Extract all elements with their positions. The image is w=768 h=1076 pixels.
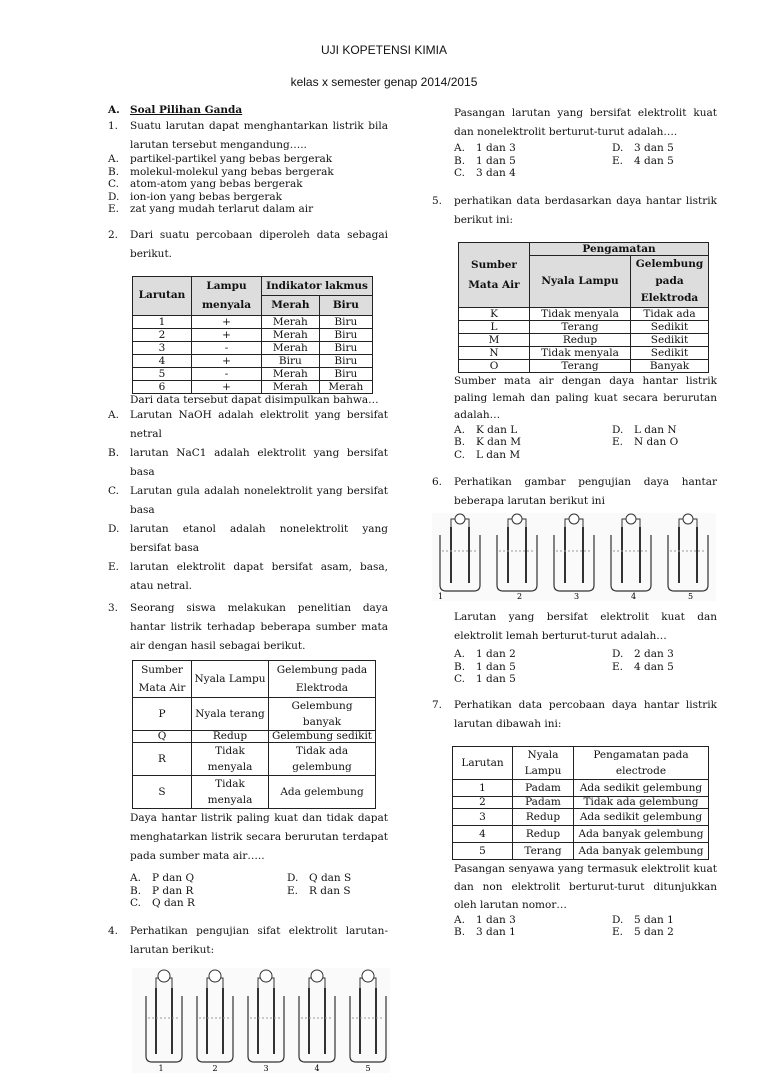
question-number: 7. [432,698,443,711]
table-row: Q Redup Gelembung sedikit [133,731,376,743]
option[interactable]: B. K dan M [454,436,522,448]
section-letter: A. [108,104,120,116]
table-row: O Terang Banyak [459,359,709,372]
option[interactable]: A. 1 dan 3 [454,913,516,926]
table-row: 4 + Biru Biru [133,354,373,367]
option[interactable]: A. 1 dan 2 [454,648,516,660]
option[interactable]: B. 3 dan 1 [454,926,516,938]
q3-data-table [132,660,376,809]
option[interactable]: A. 1 dan 3 [454,142,516,154]
question-text: Perhatikan data percobaan daya hantar listrik larutan dibawah ini: [454,698,717,730]
q4-continued-text: Pasangan larutan yang bersifat elektrolit kuat dan nonelektrolit berturut-turut adalah…. [454,107,717,138]
option[interactable]: C. 3 dan 4 [454,167,516,179]
option[interactable]: C. L dan M [454,448,521,461]
option[interactable]: B. molekul-molekul yang bebas bergerak [108,165,334,178]
table-row: 1 Padam Ada sedikit gelembung [453,779,709,796]
header-cell: Sumber Mata Air [133,661,192,698]
q4-apparatus-image [132,968,390,1073]
q6-apparatus-image [432,513,716,601]
question-number: 2. [108,228,119,241]
option[interactable]: C. Q dan R [130,897,195,909]
apparatus-label: 5 [365,1063,371,1073]
q6-after-text: Larutan yang bersifat elektrolit kuat dan elektrolit lemah berturut-turut adalah… [454,611,717,642]
table-row: K Tidak menyala Tidak ada [459,307,709,320]
header-cell: Sumber Mata Air [459,242,530,307]
page-title: UJI KOPETENSI KIMIA [320,43,448,57]
option[interactable]: D. ion-ion yang bebas bergerak [108,190,282,203]
section-heading [108,104,388,117]
apparatus-label: 1 [158,1063,164,1073]
question-number: 3. [108,602,119,614]
table-row: 5 - Merah Biru [133,367,373,380]
question-2 [108,226,388,264]
header-cell: Nyala Lampu [513,746,574,779]
question-text: Seorang siswa melakukan penelitian daya hantar listrik terhadap beberapa sumber mata air dengan hasil sebagai berikut. [130,602,388,652]
header-cell: Nyala Lampu [530,255,631,307]
table-row: R Tidak menyala Tidak ada gelembung [133,743,376,776]
q7-after-text: Pasangan senyawa yang termasuk elektrolit kuat dan non elektrolit berturut-turut ditunjukkan oleh larutan nomor… [454,862,717,911]
q2-after-text: Dari data tersebut dapat disimpulkan bahwa… [130,393,379,406]
q1-options [108,153,388,216]
question-text: Dari suatu percobaan diperoleh data sebagai berikut. [130,228,388,260]
q7-options [432,914,717,939]
table-row: 1 + Merah Biru [133,315,373,328]
question-6 [432,473,717,511]
table-row: S Tidak menyala Ada gelembung [133,776,376,809]
header-cell: Lampu menyala [192,276,262,315]
option[interactable]: B. larutan NaC1 adalah elektrolit yang bersifat basa [108,447,388,478]
question-text: Suatu larutan dapat menghantarkan listrik bila larutan tersebut mengandung….. [130,120,388,151]
question-number: 6. [432,476,443,488]
option[interactable]: A. P dan Q [130,872,195,884]
header-cell: Merah [262,296,320,316]
option[interactable]: E. 4 dan 5 [612,660,674,673]
option[interactable]: E. zat yang mudah terlarut dalam air [108,203,314,215]
option[interactable]: D. 2 dan 3 [612,648,674,660]
header-cell: Larutan [133,276,192,315]
table-row: P Nyala terang Gelembung banyak [133,698,376,731]
page-subtitle: kelas x semester genap 2014/2015 [290,75,478,89]
option[interactable]: A. partikel-partikel yang bebas bergerak [108,153,333,165]
option[interactable]: B. P dan R [130,884,194,897]
header-cell: Biru [319,296,372,316]
question-4 [108,922,388,960]
q2-options [108,406,388,596]
q2-data-table [132,276,373,394]
question-text: Perhatikan gambar pengujian daya hantar beberapa larutan berikut ini [454,476,717,507]
option[interactable]: B. 1 dan 5 [454,660,516,673]
option[interactable]: E. R dan S [287,884,351,897]
question-text: perhatikan data berdasarkan daya hantar listrik berikut ini: [454,194,717,226]
q6-options [432,648,717,686]
option[interactable]: D. 3 dan 5 [612,142,674,154]
question-number: 4. [108,924,119,937]
question-7 [432,696,717,734]
apparatus-label: 3 [574,592,580,601]
apparatus-label: 2 [517,592,523,601]
option[interactable]: E. N dan O [612,436,679,448]
section-title: Soal Pilihan Ganda [130,104,243,116]
option[interactable]: E. 4 dan 5 [612,154,674,167]
q4-options [432,142,717,180]
option[interactable]: D. larutan etanol adalah nonelektrolit yang bersifat basa [108,523,388,554]
table-row: 3 - Merah Biru [133,341,373,354]
header-cell: Gelembung pada Elektroda [631,255,709,307]
question-3 [108,599,388,656]
q5-data-table [458,242,709,373]
table-row: 6 + Merah Merah [133,380,373,393]
option[interactable]: B. 1 dan 5 [454,154,516,167]
question-5 [432,192,717,230]
apparatus-label: 4 [631,592,637,601]
option[interactable]: D. 5 dan 1 [612,913,674,926]
option[interactable]: E. 5 dan 2 [612,926,674,938]
table-row: 2 Padam Tidak ada gelembung [453,796,709,808]
question-text: Perhatikan pengujian sifat elektrolit larutan-larutan berikut: [130,924,388,956]
question-1 [108,117,388,155]
q5-after-text: Sumber mata air dengan daya hantar listrik paling lemah dan paling kuat secara berurutan adalah… [454,374,717,421]
option[interactable]: C. Larutan gula adalah nonelektrolit yang bersifat basa [108,485,388,516]
table-row: M Redup Sedikit [459,333,709,346]
apparatus-label: 3 [263,1063,269,1073]
option[interactable]: A. Larutan NaOH adalah elektrolit yang bersifat netral [108,409,388,440]
apparatus-label: 1 [438,592,444,601]
header-cell: Pengamatan [530,242,709,255]
table-row: N Tidak menyala Sedikit [459,346,709,359]
q7-data-table [452,746,709,860]
option[interactable]: D. Q dan S [287,872,352,884]
table-row: 2 + Merah Biru [133,328,373,341]
header-cell: Gelembung pada Elektroda [269,661,376,698]
q3-after-text: Daya hantar listrik paling kuat dan tidak dapat menghatarkan listrik secara berurutan terdapat pada sumber mata air….. [130,812,388,862]
header-cell: Nyala Lampu [192,661,269,698]
table-row: 5 Terang Ada banyak gelembung [453,842,709,859]
header-cell: Larutan [453,746,513,779]
q5-options [432,424,717,462]
q3-options [108,872,388,910]
header-cell: Indikator lakmus [262,276,373,296]
left-column [108,104,388,1076]
question-number: 5. [432,194,443,207]
question-number: 1. [108,120,119,132]
option[interactable]: C. atom-atom yang bebas bergerak [108,178,303,190]
right-column [432,104,717,939]
apparatus-label: 2 [212,1063,218,1073]
option[interactable]: E. larutan elektrolit dapat bersifat asam, basa, atau netral. [108,561,388,592]
option[interactable]: C. 1 dan 5 [454,673,516,685]
table-row: 3 Redup Ada sedikit gelembung [453,808,709,825]
apparatus-label: 4 [314,1063,320,1073]
apparatus-label: 5 [688,592,694,601]
option[interactable]: A. K dan L [454,423,518,436]
table-row: 4 Redup Ada banyak gelembung [453,825,709,842]
table-row: L Terang Sedikit [459,320,709,333]
option[interactable]: D. L dan N [612,423,677,436]
header-cell: Pengamatan pada electrode [574,746,709,779]
